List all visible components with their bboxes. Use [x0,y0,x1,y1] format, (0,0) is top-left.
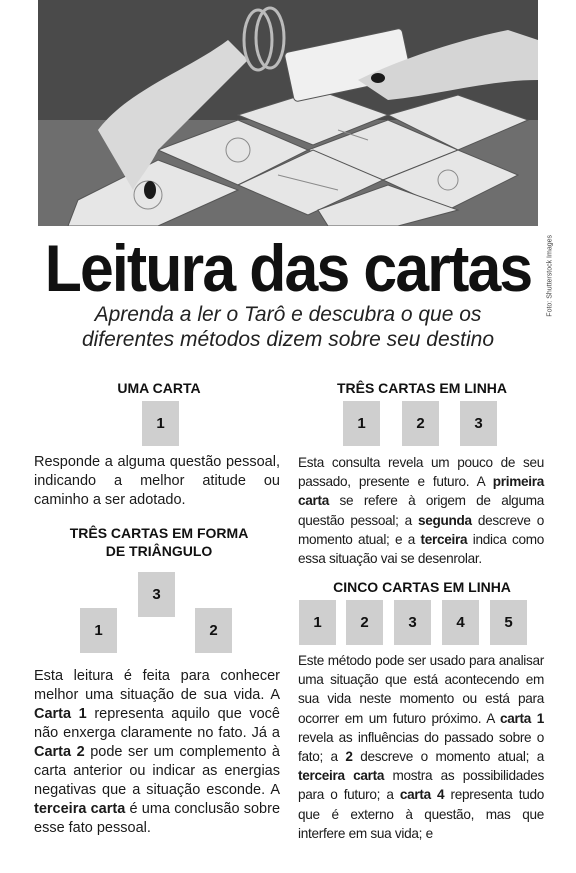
text-part: é uma conclusão sobre esse fato pessoal. [34,801,281,836]
card-linha-1: 1 [343,401,380,446]
card-linha-2: 2 [402,401,439,446]
card-linha-3: 3 [460,401,497,446]
heading-triangulo [34,524,284,560]
text-bold: 2 [345,749,353,765]
text-part: Este método pode ser usado para analisar uma situação que está acontecendo em sua vida neste momento ou está para ocorrer em um futuro próximo. A [298,653,544,726]
text-part: representa aquilo que você não enxerga claramente no fato. Já a [34,706,280,741]
text-bold: terceira carta [34,801,126,817]
article-subtitle [0,302,576,352]
text-part: pode ser um complemento à carta anterior ou indicar as energias negativas que a situação esconde. A [34,744,280,798]
card-triangulo-2: 2 [195,608,232,653]
text-bold: Carta 1 [34,706,87,722]
text-bold: carta 1 [499,710,544,726]
tarot-cards-photo [38,0,538,226]
heading-uma-carta: UMA CARTA [117,380,201,396]
text-bold: segunda [418,512,472,528]
card-cinco-4: 4 [442,600,479,645]
heading-tres-linha: TRÊS CARTAS EM LINHA [336,380,508,396]
photo-credit: Foto: Shutterstock Images [547,235,554,317]
text-bold: terceira [420,531,468,547]
text-part: revela as influências do passado sobre o fato; a [298,729,544,765]
card-cinco-1: 1 [299,600,336,645]
article-title: Leitura das cartas [44,231,532,305]
text-part: indica como essa situação vai se desenrolar. [298,531,544,567]
text-bold: Carta 2 [34,744,85,760]
card-cinco-5: 5 [490,600,527,645]
text-part: Esta consulta revela um pouco de seu passado, presente e futuro. A [298,455,544,490]
text-bold: carta 4 [399,787,445,803]
heading-triangulo-line-1: TRÊS CARTAS EM FORMA [69,525,249,541]
text-cinco-linha [298,651,544,843]
card-uma-1: 1 [142,401,179,446]
subtitle-line-1: Aprenda a ler o Tarô e descubra o que os [94,303,482,326]
text-uma-carta: Responde a alguma questão pessoal, indicando a melhor atitude ou caminho a ser adotado. [34,454,280,508]
text-part: mostra as possibilidades para o futuro; a [298,768,545,803]
text-part: Esta leitura é feita para conhecer melhor uma situação de sua vida. A [34,668,280,703]
card-cinco-3: 3 [394,600,431,645]
text-tres-linha [298,453,544,568]
text-triangulo [34,667,280,838]
text-part: descreve o momento atual; a [352,749,544,765]
subtitle-line-2: diferentes métodos dizem sobre seu destino [81,328,495,351]
tarot-photo-illustration [38,0,538,226]
text-part: descreve o momento atual; e a [298,512,544,547]
card-triangulo-1: 1 [80,608,117,653]
card-cinco-2: 2 [346,600,383,645]
heading-cinco-linha: CINCO CARTAS EM LINHA [333,579,511,595]
text-bold: terceira carta [298,768,385,784]
heading-triangulo-line-2: DE TRIÂNGULO [105,543,213,559]
card-triangulo-3: 3 [138,572,175,617]
text-bold: primeira carta [298,474,544,509]
text-part: se refere à origem de alguma questão pessoal; a [298,493,544,528]
text-part: representa tudo que é externo à questão, mas que interfere em sua vida; e [298,787,545,841]
